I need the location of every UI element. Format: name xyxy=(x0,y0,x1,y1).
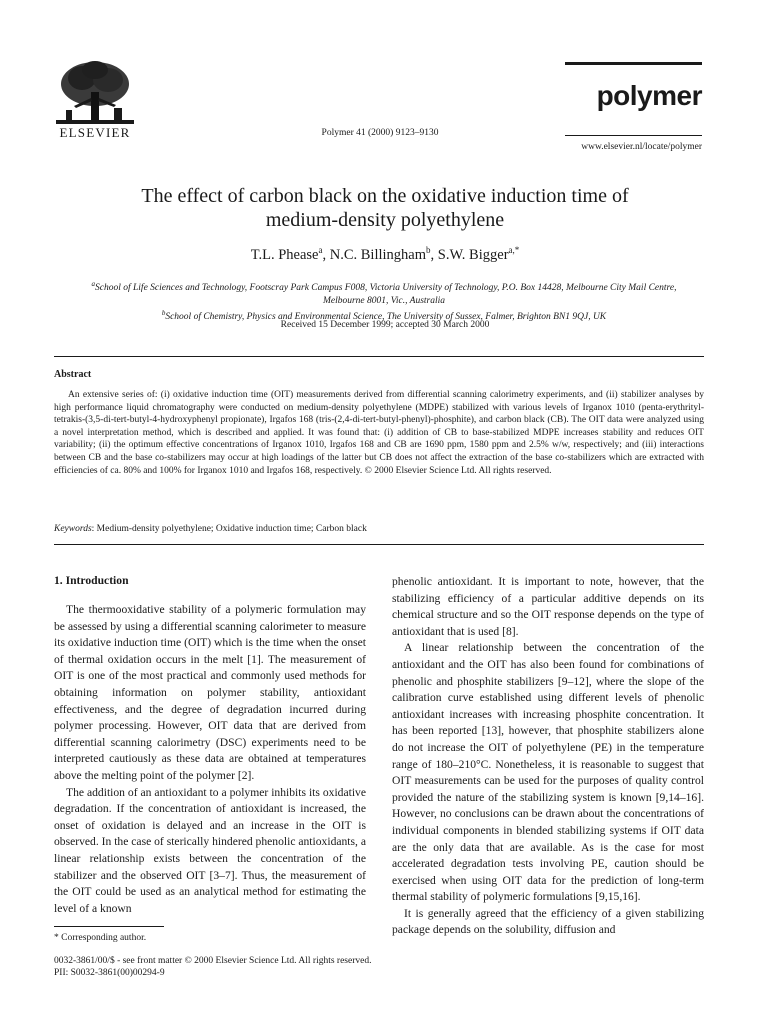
journal-citation: Polymer 41 (2000) 9123–9130 xyxy=(321,128,439,138)
paragraph: phenolic antioxidant. It is important to note, however, that the stabilizing efficiency of a particular additive depends on its chemical structure and so the OIT response depends on the type of antioxidant that is used [8]. xyxy=(392,575,704,638)
affiliation-a-line-2: Melbourne 8001, Vic., Australia xyxy=(322,295,446,306)
footnote-corresponding-author: * Corresponding author. xyxy=(54,933,147,943)
keywords xyxy=(54,524,704,534)
affiliation-a-mark: a xyxy=(91,280,96,288)
publisher-name: ELSEVIER xyxy=(59,125,131,140)
abstract-rule-top xyxy=(54,356,704,357)
abstract-heading: Abstract xyxy=(54,369,92,380)
abstract-text: An extensive series of: (i) oxidative induction time (OIT) measurements derived from differential scanning calorimetry experiments, and (ii) stabilizer analyses by high performance liquid chromatography were conducted on medium-density polyethylene (MDPE) stabilized with various levels of Irganox 1010 (penta-erythrityl-tetrakis-(3,5-di-tert-butyl-4-hydroxyphenyl propionate), Irgafos 168 (tris-(2,4-di-tert-butyl-phenyl)-phosphite), and carbon black (CB). The OIT data were analyzed using a novel interpretation method, which is described and applied. It was found that: (i) addition of CB to base-stabilized MDPE increases stability and reduces OIT variability; (ii) the optimum effective concentrations of Irganox 1010, Irgafos 168 and CB are 1690 ppm, 1580 ppm and 2.5% w/w, respectively; and (iii) interactions between CB and the base co-stabilizers may occur at high loadings of the latter but CB does not affect the extraction of the base co-stabilizers which are extracted with efficiencies of ca. 80% and 100% for Irganox 1010 and Irgafos 168, respectively. © 2000 Elsevier Science Ltd. All rights reserved. xyxy=(54,390,704,476)
affiliations xyxy=(54,278,714,324)
author-separator: , xyxy=(430,246,438,263)
article-title-line-2: medium-density polyethylene xyxy=(265,209,505,231)
section-heading-introduction: 1. Introduction xyxy=(54,574,129,587)
body-column-right xyxy=(392,574,704,939)
abstract-rule-bottom xyxy=(54,544,704,545)
affiliation-b-text: School of Chemistry, Physics and Environmental Science, The University of Sussex, Falmer, Brighton BN1 9QJ, UK xyxy=(165,312,607,323)
author-name: T.L. Phease xyxy=(250,246,319,263)
elsevier-tree-logo xyxy=(52,58,138,130)
article-title xyxy=(60,184,710,232)
author-list xyxy=(60,245,710,264)
journal-url[interactable]: www.elsevier.nl/locate/polymer xyxy=(581,142,702,152)
author-affiliation-mark: b xyxy=(426,245,431,255)
author-name: N.C. Billingham xyxy=(329,246,427,263)
received-dates: Received 15 December 1999; accepted 30 March 2000 xyxy=(280,320,490,330)
author-name: S.W. Bigger xyxy=(437,246,509,263)
author-separator: , xyxy=(322,246,330,263)
keywords-list: : Medium-density polyethylene; Oxidative induction time; Carbon black xyxy=(91,524,367,534)
affiliation-b-mark: b xyxy=(161,309,166,318)
footer-pii: PII: S0032-3861(00)00294-9 xyxy=(54,968,165,978)
footnote-rule xyxy=(54,926,164,927)
article-title-line-1: The effect of carbon black on the oxidative induction time of xyxy=(141,185,629,207)
journal-rule-bottom xyxy=(565,135,702,136)
affiliation-a-line-1: School of Life Sciences and Technology, Footscray Park Campus F008, Victoria University of Technology, P.O. Box 14428, Melbourne City Mail Centre, xyxy=(95,283,677,294)
journal-name: polymer xyxy=(596,80,702,111)
paragraph: A linear relationship between the concentration of the antioxidant and the OIT has also been found for combinations of phenolic and phosphite stabilizers [9–12], where the slope of the calibration curve established using different levels of phenolic antioxidant increases with increasing phosphite concentration. It has been reported [13], however, that phosphite stabilizers alone do not increase the OIT of polyethylene (PE) in the temperature range of 180–210°C. Nonetheless, it is reasonable to suggest that OIT measurements can be used for the purposes of quality control provided the nature of the stabilizing system is known [9,14–16]. However, no conclusions can be drawn about the concentrations of individual components in blended stabilizing systems if OIT data are the only data that are available. As is the case for most accelerated degradation tests involving PE, caution should be exercised when using OIT data for the prediction of long-term thermal stability of polymeric formulations [9,15,16]. xyxy=(392,641,704,904)
keywords-label: Keywords xyxy=(54,524,92,534)
paragraph: It is generally agreed that the efficiency of a given stabilizing package depends on the solubility, diffusion and xyxy=(392,906,704,937)
paragraph: The addition of an antioxidant to a polymer inhibits its oxidative degradation. If the concentration of antioxidant is increased, the onset of oxidation is delayed and an increase in the OIT is observed. In the case of sterically hindered phenolic antioxidants, a linear relationship exists between the concentration of the stabilizer and the observed OIT [3–7]. Thus, the measurement of the OIT could be used as an analytical method for estimating the level of a known xyxy=(54,785,366,915)
page-footer xyxy=(54,955,371,979)
author-affiliation-mark: a xyxy=(318,245,323,255)
author-affiliation-mark: a,* xyxy=(508,245,520,255)
paragraph: The thermooxidative stability of a polymeric formulation may be assessed by using a differential scanning calorimeter to measure its oxidative induction time (OIT) which is the time when the onset of thermal oxidation occurs in the melt [1]. The measurement of OIT is one of the most practical and commonly used methods for obtaining information on polymer stability, antioxidant effectiveness, and the degree of degradation incurred during polymer processing. However, OIT data that are derived from differential scanning calorimetry (DSC) experiments need to be interpreted cautiously as these data are obtained at temperatures above the melting point of the polymer [2]. xyxy=(54,603,367,782)
journal-rule-top xyxy=(565,62,702,65)
body-column-left xyxy=(54,602,366,917)
affiliation-a xyxy=(54,278,714,295)
footer-copyright: 0032-3861/00/$ - see front matter © 2000 Elsevier Science Ltd. All rights reserved. xyxy=(54,956,372,966)
